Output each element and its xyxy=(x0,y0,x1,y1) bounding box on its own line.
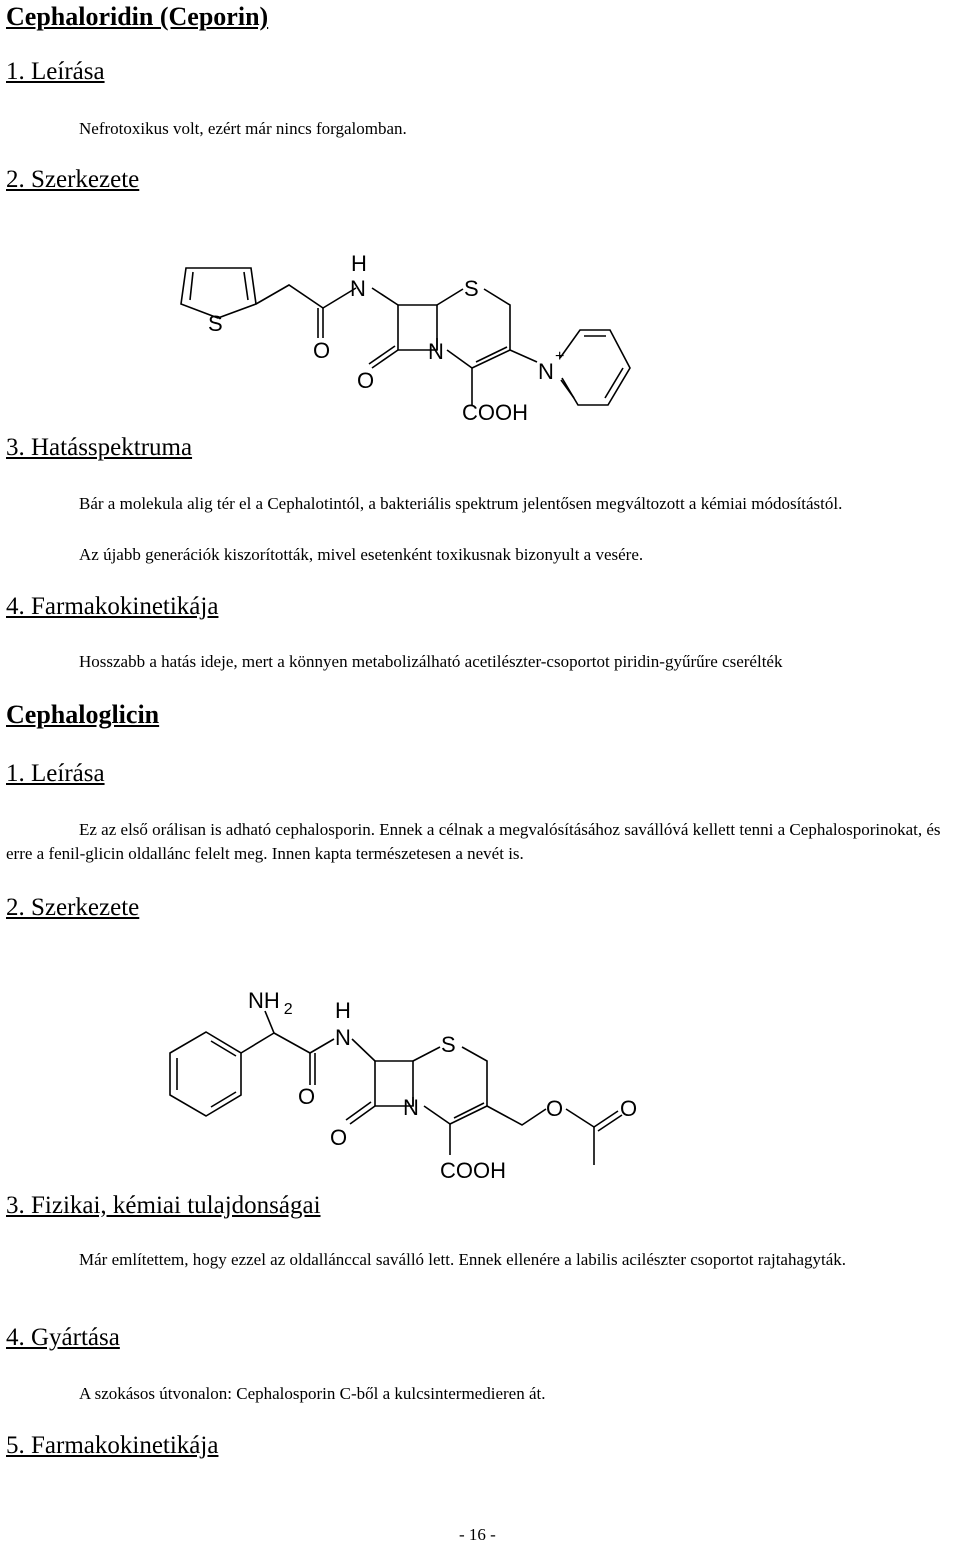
hatasspektrum-text-2: Az újabb generációk kiszorították, mivel esetenként toxikusnak bizonyult a vesére. xyxy=(79,545,644,564)
drug-title-cephaloridin: Cephaloridin (Ceporin) xyxy=(6,2,269,31)
label-o-carbonyl: O xyxy=(620,1096,638,1121)
structure-cephaloglicin xyxy=(0,975,960,1190)
label-s-ring-2: S xyxy=(441,1032,456,1057)
label-s-thiophene: S xyxy=(208,311,223,336)
heading-hatasspektrum: 3. Hatásspektruma xyxy=(6,434,193,461)
label-n-lactam: N xyxy=(428,339,444,364)
heading-leiras-1: 1. Leírása xyxy=(6,58,105,85)
fizikai-text: Már említettem, hogy ezzel az oldallánccal saválló lett. Ennek ellenére a labilis acilészter csoportot rajtahagyták. xyxy=(79,1250,847,1269)
leiras-text-2: Ez az első orálisan is adható cephalosporin. Ennek a célnak a megvalósításához savállóvá kellett tenni a Cephalosporinokat, és erre a fenil-glicin oldallánc felelt meg. Innen kapta természetesen a nevét is. xyxy=(6,820,941,863)
label-n-amide: N xyxy=(350,276,366,301)
label-o-amide-2: O xyxy=(298,1084,316,1109)
heading-gyartas: 4. Gyártása xyxy=(6,1324,120,1351)
label-o-amide: O xyxy=(313,338,331,363)
label-s-ring: S xyxy=(464,276,479,301)
heading-farmakokinetika-2: 5. Farmakokinetikája xyxy=(6,1432,219,1459)
heading-farmakokinetika-1: 4. Farmakokinetikája xyxy=(6,593,219,620)
label-o-lactam-2: O xyxy=(330,1125,348,1150)
label-o-lactam: O xyxy=(357,368,375,393)
label-o-ester: O xyxy=(546,1096,564,1121)
label-n-pyridinium: N xyxy=(538,359,554,384)
farmakokinetika-text-1: Hosszabb a hatás ideje, mert a könnyen metabolizálható acetilészter-csoportot piridin-gyűrűre cserélték xyxy=(79,652,783,671)
gyartas-text: A szokásos útvonalon: Cephalosporin C-ből a kulcsintermedieren át. xyxy=(79,1384,546,1403)
drug-title-cephaloglicin: Cephaloglicin xyxy=(6,700,160,729)
label-nh2: NH $_2$ xyxy=(248,988,293,1018)
heading-szerkezet-1: 2. Szerkezete xyxy=(6,166,140,193)
heading-leiras-2: 1. Leírása xyxy=(6,760,105,787)
label-cooh: COOH xyxy=(462,400,528,425)
heading-fizikai: 3. Fizikai, kémiai tulajdonságai xyxy=(6,1192,321,1219)
hatasspektrum-text-1: Bár a molekula alig tér el a Cephalotintól, a bakteriális spektrum jelentősen megváltozott a kémiai módosítástól. xyxy=(79,494,843,513)
structure-cephaloridin xyxy=(0,240,960,440)
page-number: - 16 - xyxy=(459,1525,496,1544)
label-n-lactam-2: N xyxy=(403,1095,419,1120)
label-h-amide: H xyxy=(351,251,367,276)
label-cooh-2: COOH xyxy=(440,1158,506,1183)
heading-szerkezet-2: 2. Szerkezete xyxy=(6,894,140,921)
leiras-text-1: Nefrotoxikus volt, ezért már nincs forgalomban. xyxy=(79,119,407,138)
label-n-amide-2: N xyxy=(335,1025,351,1050)
label-plus-charge: + xyxy=(555,348,565,365)
label-h-amide-2: H xyxy=(335,998,351,1023)
